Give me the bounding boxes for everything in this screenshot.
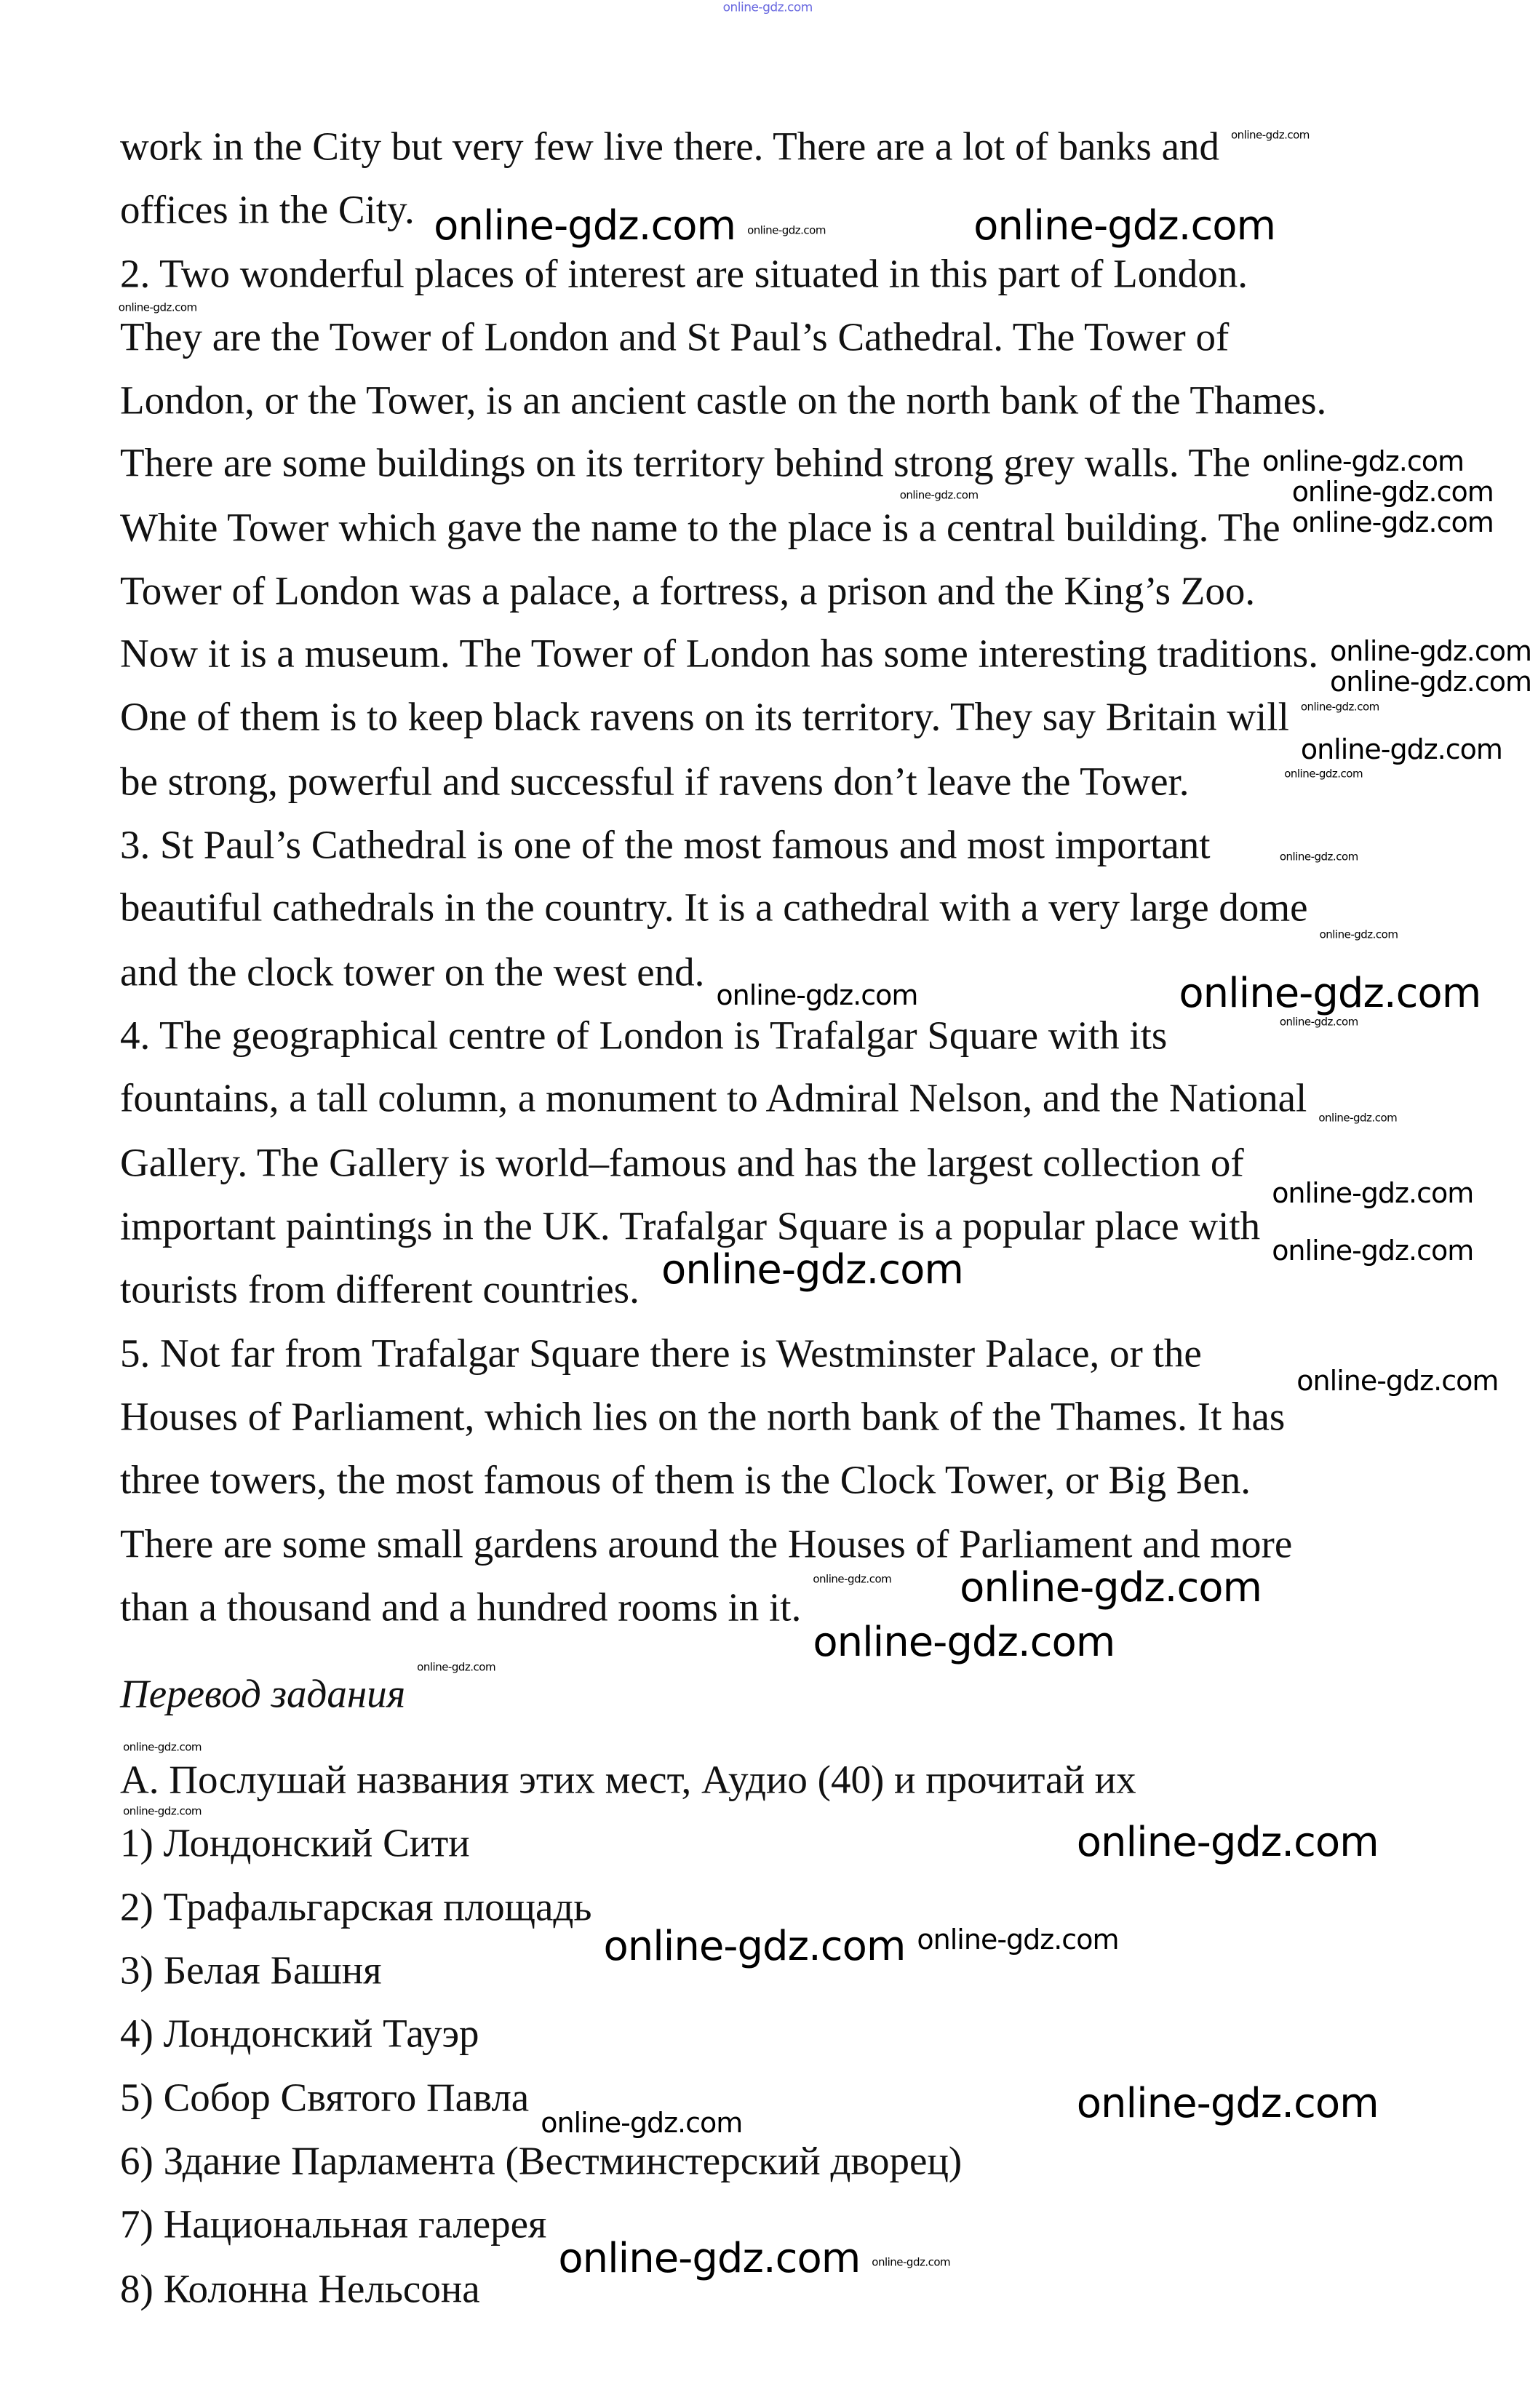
translation-heading: Перевод задания <box>120 1671 406 1715</box>
watermark: online-gdz.com <box>1231 128 1310 142</box>
watermark: online-gdz.com <box>1076 2079 1379 2127</box>
text-line: There are some buildings on its territory behind strong grey walls. The <box>120 440 1251 485</box>
text-line: than a thousand and a hundred rooms in it. <box>120 1584 802 1630</box>
text-line: fountains, a tall column, a monument to Admiral Nelson, and the National <box>120 1075 1307 1120</box>
text-line: and the clock tower on the west end. <box>120 949 705 994</box>
watermark: online-gdz.com <box>716 979 918 1012</box>
text-line: There are some small gardens around the Houses of Parliament and more <box>120 1521 1293 1566</box>
watermark: online-gdz.com <box>1291 506 1494 539</box>
text-line: 5. Not far from Trafalgar Square there is Westminster Palace, or the <box>120 1331 1202 1376</box>
watermark: online-gdz.com <box>813 1618 1115 1666</box>
watermark: online-gdz.com <box>973 202 1276 250</box>
watermark: online-gdz.com <box>603 1923 906 1971</box>
watermark: online-gdz.com <box>813 1572 892 1586</box>
watermark: online-gdz.com <box>1318 1111 1398 1125</box>
text-line: One of them is to keep black ravens on its territory. They say Britain will <box>120 694 1289 739</box>
text-line: Tower of London was a palace, a fortress, a prison and the King’s Zoo. <box>120 568 1256 613</box>
place-item: 4) Лондонский Тауэр <box>120 2011 479 2056</box>
watermark: online-gdz.com <box>1272 1177 1474 1210</box>
watermark: online-gdz.com <box>1076 1818 1379 1866</box>
place-item: 2) Трафальгарская площадь <box>120 1884 592 1929</box>
watermark: online-gdz.com <box>661 1246 963 1294</box>
watermark: online-gdz.com <box>1300 733 1502 765</box>
watermark: online-gdz.com <box>1179 969 1481 1017</box>
place-item: 7) Национальная галерея <box>120 2201 547 2246</box>
watermark: online-gdz.com <box>1300 700 1379 714</box>
watermark: online-gdz.com <box>118 300 197 314</box>
place-item: 5) Собор Святого Павла <box>120 2075 530 2120</box>
watermark: online-gdz.com <box>1329 665 1532 698</box>
watermark: online-gdz.com <box>417 1660 496 1674</box>
watermark: online-gdz.com <box>558 2235 861 2283</box>
text-line: important paintings in the UK. Trafalgar Square is a popular place with <box>120 1203 1261 1248</box>
text-line: work in the City but very few live there. There are a lot of banks and <box>120 124 1219 169</box>
watermark: online-gdz.com <box>123 1740 202 1753</box>
text-line: 3. St Paul’s Cathedral is one of the most famous and most important <box>120 822 1211 867</box>
place-item: 8) Колонна Нельсона <box>120 2266 480 2311</box>
watermark: online-gdz.com <box>1319 928 1398 941</box>
task-text: А. Послушай названия этих мест, Аудио (40) и прочитай их <box>120 1757 1136 1802</box>
watermark: online-gdz.com <box>722 0 813 15</box>
text-line: Gallery. The Gallery is world–famous and has the largest collection of <box>120 1140 1244 1185</box>
watermark: online-gdz.com <box>917 1923 1119 1955</box>
place-item: 6) Здание Парламента (Вестминстерский дворец) <box>120 2138 963 2183</box>
watermark: online-gdz.com <box>1291 476 1494 509</box>
watermark: online-gdz.com <box>1279 1015 1358 1029</box>
watermark: online-gdz.com <box>1262 445 1464 478</box>
watermark: online-gdz.com <box>872 2255 951 2269</box>
place-item: 1) Лондонский Сити <box>120 1820 470 1865</box>
text-line: London, or the Tower, is an ancient castle on the north bank of the Thames. <box>120 378 1327 423</box>
watermark: online-gdz.com <box>1279 850 1358 863</box>
text-line: be strong, powerful and successful if ravens don’t leave the Tower. <box>120 759 1190 804</box>
place-item: 3) Белая Башня <box>120 1947 382 1993</box>
watermark: online-gdz.com <box>899 488 979 502</box>
watermark: online-gdz.com <box>747 223 826 237</box>
text-line: White Tower which gave the name to the place is a central building. The <box>120 505 1280 550</box>
text-line: 4. The geographical centre of London is Trafalgar Square with its <box>120 1013 1168 1058</box>
text-line: offices in the City. <box>120 187 415 231</box>
watermark: online-gdz.com <box>123 1804 202 1818</box>
text-line: beautiful cathedrals in the country. It is a cathedral with a very large dome <box>120 885 1308 930</box>
watermark: online-gdz.com <box>1272 1234 1474 1267</box>
watermark: online-gdz.com <box>541 2107 743 2139</box>
text-line: They are the Tower of London and St Paul’s Cathedral. The Tower of <box>120 314 1230 359</box>
watermark: online-gdz.com <box>1329 634 1532 667</box>
text-line: 2. Two wonderful places of interest are situated in this part of London. <box>120 251 1248 296</box>
text-line: Now it is a museum. The Tower of London has some interesting traditions. <box>120 631 1318 676</box>
text-line: three towers, the most famous of them is the Clock Tower, or Big Ben. <box>120 1457 1251 1502</box>
watermark: online-gdz.com <box>434 202 736 250</box>
watermark: online-gdz.com <box>960 1564 1262 1612</box>
text-line: Houses of Parliament, which lies on the north bank of the Thames. It has <box>120 1394 1286 1439</box>
watermark: online-gdz.com <box>1296 1365 1499 1398</box>
text-line: tourists from different countries. <box>120 1267 639 1312</box>
watermark: online-gdz.com <box>1284 767 1363 781</box>
